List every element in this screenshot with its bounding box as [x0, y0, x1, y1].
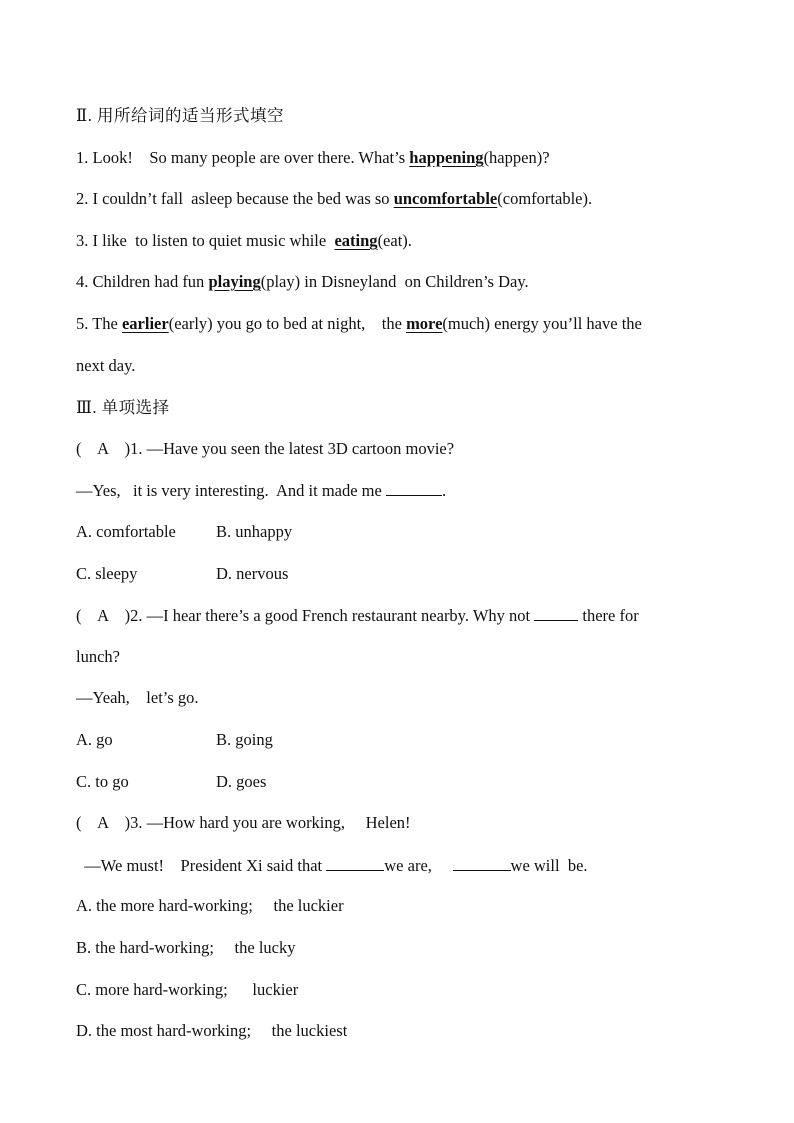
question-3: ( A )3. —How hard you are working, Helen!: [76, 813, 411, 832]
question-3-option-d: D. the most hard-working; the luckiest: [76, 1021, 348, 1040]
answer-word: eating: [334, 231, 378, 250]
answer-letter: A: [97, 813, 109, 832]
question-1-options-row-1: [76, 520, 718, 544]
option-a: A. go: [76, 730, 113, 749]
answer-word: uncomfortable: [393, 189, 498, 208]
answer-letter: A: [97, 439, 109, 458]
question-3-reply: —We must! President Xi said that we are, we will be.: [76, 853, 718, 877]
question-1: ( A )1. —Have you seen the latest 3D cartoon movie?: [76, 439, 455, 458]
fill-item-5-continued: next day.: [76, 356, 136, 375]
question-3-option-b: B. the hard-working; the lucky: [76, 938, 296, 957]
answer-word: playing: [208, 272, 261, 291]
option-a: A. comfortable: [76, 522, 176, 541]
fill-item-4: 4. Children had fun playing(play) in Disneyland on Children’s Day.: [76, 272, 529, 291]
answer-blank: [386, 478, 442, 496]
option-b: B. unhappy: [216, 522, 293, 541]
answer-word: more: [406, 314, 443, 333]
fill-item-1: 1. Look! So many people are over there. What’s happening(happen)?: [76, 148, 550, 167]
fill-item-3: 3. I like to listen to quiet music while eating(eat).: [76, 231, 412, 250]
answer-blank: [453, 853, 511, 871]
question-2-continued: lunch?: [76, 647, 120, 666]
fill-item-5: 5. The earlier(early) you go to bed at night, the more(much) energy you’ll have the: [76, 314, 642, 333]
question-1-options-row-2: [76, 562, 718, 586]
question-2-options-row-1: [76, 728, 718, 752]
option-c: C. to go: [76, 772, 129, 791]
section-3-title: Ⅲ. 单项选择: [76, 398, 170, 417]
answer-word: earlier: [121, 314, 169, 333]
question-2-options-row-2: [76, 770, 718, 794]
option-d: D. goes: [216, 772, 267, 791]
question-1-reply: —Yes, it is very interesting. And it made me .: [76, 478, 718, 502]
answer-word: happening: [409, 148, 484, 167]
option-b: B. going: [216, 730, 273, 749]
fill-item-2: 2. I couldn’t fall asleep because the bed was so uncomfortable(comfortable).: [76, 189, 593, 208]
question-2: ( A )2. —I hear there’s a good French restaurant nearby. Why not there for: [76, 603, 718, 627]
question-3-option-c: C. more hard-working; luckier: [76, 980, 299, 999]
answer-letter: A: [97, 606, 109, 625]
option-d: D. nervous: [216, 564, 289, 583]
option-c: C. sleepy: [76, 564, 138, 583]
section-2-title: Ⅱ. 用所给词的适当形式填空: [76, 106, 284, 125]
answer-blank: [534, 603, 578, 621]
answer-blank: [326, 853, 384, 871]
question-3-option-a: A. the more hard-working; the luckier: [76, 896, 344, 915]
question-2-reply: —Yeah, let’s go.: [76, 688, 199, 707]
